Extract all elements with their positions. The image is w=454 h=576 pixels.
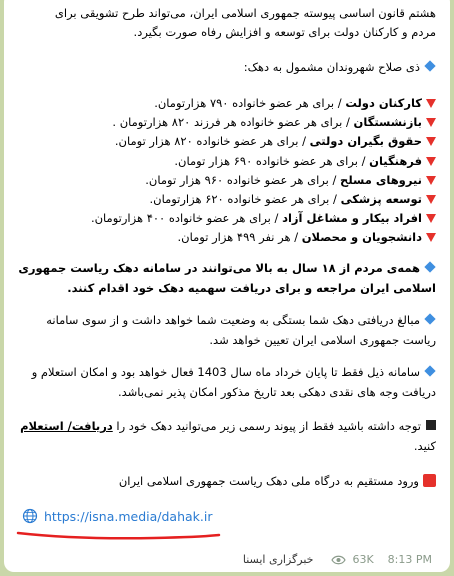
inquiry-link[interactable]: دریافت/ استعلام: [20, 419, 113, 433]
red-triangle-icon: [426, 137, 436, 146]
eye-icon: [331, 555, 346, 565]
group-name: حقوق بگیران دولتی: [309, 134, 422, 149]
red-square-icon: [423, 474, 436, 487]
blue-diamond-icon: [424, 60, 435, 71]
globe-icon: [22, 508, 38, 524]
group-item: [14, 152, 436, 171]
group-item: [14, 171, 436, 190]
group-detail: / برای هر عضو خانواده هر فرزند ۸۲۰ هزارتومان .: [112, 115, 354, 130]
source-name: خبرگزاری ایسنا: [242, 553, 314, 566]
intro-line-2: مردم و کارکنان دولت برای توسعه و افزایش رفاه صورت بگیرد.: [133, 25, 436, 39]
group-item: [14, 228, 436, 247]
group-name: نیروهای مسلح: [340, 172, 422, 187]
group-name: افراد بیکار و مشاغل آزاد: [282, 211, 422, 226]
blue-diamond-icon: [424, 261, 435, 272]
red-triangle-icon: [426, 214, 436, 223]
group-detail: / برای هر عضو خانواده ۹۶۰ هزار تومان.: [145, 172, 341, 187]
red-underline-annotation: [14, 528, 224, 542]
para-all-people: همه‌ی مردم از ۱۸ سال به بالا می‌توانند در سامانه دهک ریاست جمهوری اسلامی ایران مراجعه و برای دریافت سهمیه دهک خود اقدام کنند.: [18, 261, 436, 295]
group-name: توسعه پزشکی: [340, 192, 422, 206]
red-triangle-icon: [426, 99, 436, 108]
group-detail: / برای هر عضو خانواده ۷۹۰ هزارتومان.: [154, 96, 346, 110]
group-item: [14, 94, 436, 113]
eligible-heading: ذی صلاح شهروندان مشمول به دهک:: [14, 58, 436, 77]
portal-line: ورود مستقیم به درگاه ملی دهک ریاست جمهوری اسلامی ایران: [14, 472, 436, 491]
group-item: [14, 132, 436, 151]
para-amount: مبالغ دریافتی دهک شما بستگی به وضعیت شما خواهد داشت و از سوی سامانه ریاست جمهوری اسلامی ایران تعیین خواهد شد.: [46, 313, 436, 347]
red-triangle-icon: [426, 233, 436, 242]
red-triangle-icon: [426, 176, 436, 185]
message-time: 8:13 PM: [387, 553, 432, 566]
para-system: سامانه ذیل فقط تا پایان خرداد ماه سال 1403 فعال خواهد بود و امکان استعلام و دریافت وجه های نقدی دهکی بعد تاریخ مذکور امکان پذیر نمی‌باشد.: [31, 365, 436, 399]
group-detail: / برای هر عضو خانواده ۶۹۰ هزار تومان.: [174, 153, 370, 168]
view-count: 63K: [352, 553, 374, 566]
red-triangle-icon: [426, 118, 436, 127]
message-footer: [243, 553, 432, 566]
red-triangle-icon: [426, 195, 436, 204]
group-name: کارکنان دولت: [345, 96, 422, 110]
group-name: فرهنگیان: [369, 153, 422, 168]
intro-line-1: هشتم قانون اساسی پیوسته جمهوری اسلامی ایران، می‌تواند طرح تشویقی برای: [54, 6, 436, 20]
group-item: [14, 113, 436, 132]
group-item: [14, 209, 436, 228]
blue-diamond-icon: [424, 365, 435, 376]
group-detail: / برای هر عضو خانواده ۸۲۰ هزار تومان.: [114, 134, 310, 149]
dahak-url-link[interactable]: https://isna.media/dahak.ir: [44, 508, 213, 524]
url-row[interactable]: [22, 506, 213, 526]
group-item: [14, 190, 436, 209]
red-triangle-icon: [426, 157, 436, 166]
group-detail: / هر نفر ۴۹۹ هزار تومان.: [177, 230, 302, 245]
group-name: بازنشستگان: [353, 115, 422, 130]
group-detail: / برای هر عضو خانواده ۶۲۰ هزارتومان.: [149, 192, 341, 206]
group-detail: / برای هر عضو خانواده ۴۰۰ هزارتومان.: [90, 211, 283, 226]
para-attention: توجه داشته باشید فقط از پیوند رسمی زیر می‌توانید دهک خود را دریافت/ استعلام کنید.: [20, 419, 436, 453]
black-square-icon: [426, 420, 436, 430]
blue-diamond-icon: [424, 313, 435, 324]
group-name: دانشجویان و محصلان: [301, 230, 422, 245]
